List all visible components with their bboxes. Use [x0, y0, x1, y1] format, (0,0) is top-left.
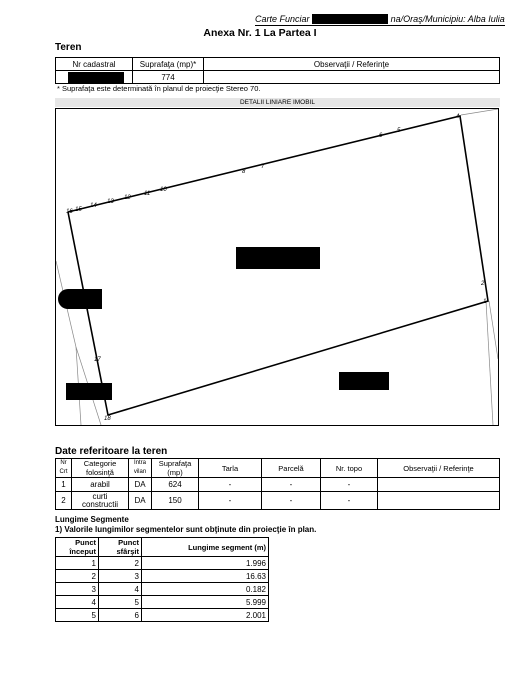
suprafata-cell: 774: [133, 71, 204, 84]
point-label: 5: [397, 128, 401, 134]
cell: [378, 478, 500, 492]
col-intravilan: Intra vilan: [129, 459, 152, 478]
cell: curti constructii: [72, 492, 129, 510]
cell: 6: [99, 609, 142, 622]
cell: 3: [99, 570, 142, 583]
plan-redaction: [236, 247, 320, 269]
cell: 4: [99, 583, 142, 596]
col-tarla: Tarla: [199, 459, 262, 478]
point-label: 17: [94, 357, 101, 363]
cell: 2: [99, 557, 142, 570]
plan-redaction: [58, 289, 102, 309]
cell: -: [199, 478, 262, 492]
col-punct-inceput: Punct început: [56, 538, 99, 557]
teren-heading: Teren: [55, 42, 82, 53]
col-suprafata: Suprafaţa (mp)*: [133, 58, 204, 71]
point-label: 1: [483, 299, 487, 305]
cell: DA: [129, 478, 152, 492]
cell: -: [262, 478, 321, 492]
table-row: [56, 583, 269, 596]
segments-table: [55, 537, 269, 622]
plan-drawing: [56, 109, 498, 425]
cell: 5: [99, 596, 142, 609]
col-cadastral: Nr cadastral: [56, 58, 133, 71]
plan-frame: [55, 108, 499, 426]
point-label: 8: [242, 169, 246, 175]
stereo-note: * Suprafaţa este determinată în planul de proiecţie Stereo 70.: [57, 84, 261, 93]
date-ref-heading: Date referitoare la teren: [55, 446, 168, 457]
cell: -: [321, 492, 378, 510]
col-parcela: Parcelă: [262, 459, 321, 478]
cell: -: [262, 492, 321, 510]
point-label: 7: [261, 164, 265, 170]
teren-table: [55, 57, 500, 84]
cell: [378, 492, 500, 510]
col-lungime: Lungime segment (m): [142, 538, 269, 557]
cell: 1: [56, 557, 99, 570]
table-row: [56, 492, 500, 510]
point-label: 16: [66, 209, 73, 215]
col-observatii: Observaţii / Referinţe: [204, 58, 500, 71]
col-nr-topo: Nr. topo: [321, 459, 378, 478]
cell: 2: [56, 570, 99, 583]
col-suprafata: Suprafaţa (mp): [152, 459, 199, 478]
segments-header-row: [56, 538, 269, 557]
point-label: 12: [124, 195, 131, 201]
table-row: [56, 609, 269, 622]
table-row: [56, 478, 500, 492]
cell: arabil: [72, 478, 129, 492]
plan-banner: DETALII LINIARE IMOBIL: [55, 98, 500, 107]
table-row: [56, 596, 269, 609]
header-suffix: na/Oraş/Municipiu: Alba Iulia: [390, 14, 505, 24]
point-label: 11: [144, 191, 151, 197]
point-label: 18: [104, 416, 111, 422]
page-title: Anexa Nr. 1 La Partea I: [203, 27, 317, 39]
cadastral-redaction: [68, 72, 124, 83]
date-ref-table: [55, 458, 500, 510]
cell: 1.996: [142, 557, 269, 570]
point-label: 4: [456, 114, 460, 120]
cell: 624: [152, 478, 199, 492]
cell: -: [321, 478, 378, 492]
cell: 0.182: [142, 583, 269, 596]
col-punct-sfarsit: Punct sfârşit: [99, 538, 142, 557]
plan-redaction: [66, 383, 112, 400]
col-nr-crt: Nr Crt: [56, 459, 72, 478]
header-rule: [255, 25, 505, 26]
point-label: 6: [379, 133, 383, 139]
col-observatii: Observaţii / Referinţe: [378, 459, 500, 478]
point-label: 15: [75, 207, 82, 213]
table-row: [56, 557, 269, 570]
cell: 5.999: [142, 596, 269, 609]
cell: 3: [56, 583, 99, 596]
teren-header-row: [56, 58, 500, 71]
point-label: 13: [107, 199, 114, 205]
cell: 150: [152, 492, 199, 510]
header-redaction: [312, 14, 388, 24]
cell: 5: [56, 609, 99, 622]
plan-redaction: [339, 372, 389, 390]
header-prefix: Carte Funciar: [255, 14, 310, 24]
col-categorie: Categorie folosinţă: [72, 459, 129, 478]
neighbour-line: [461, 109, 498, 115]
point-label: 2: [481, 281, 485, 287]
segments-heading: Lungime Segmente: [55, 515, 129, 524]
cell: 4: [56, 596, 99, 609]
neighbour-line: [489, 301, 498, 359]
cell: 2.001: [142, 609, 269, 622]
point-label: 10: [160, 187, 167, 193]
cell: -: [199, 492, 262, 510]
cell: DA: [129, 492, 152, 510]
point-label: 14: [90, 203, 97, 209]
cell: 1: [56, 478, 72, 492]
date-ref-header-row: [56, 459, 500, 478]
teren-data-row: [56, 71, 500, 84]
cell: 16.63: [142, 570, 269, 583]
table-row: [56, 570, 269, 583]
cell: 2: [56, 492, 72, 510]
header-line: [255, 14, 505, 24]
observatii-cell: [204, 71, 500, 84]
segments-subheading: 1) Valorile lungimilor segmentelor sunt obţinute din proiecţie în plan.: [55, 525, 317, 534]
cadastral-cell: [56, 71, 133, 84]
